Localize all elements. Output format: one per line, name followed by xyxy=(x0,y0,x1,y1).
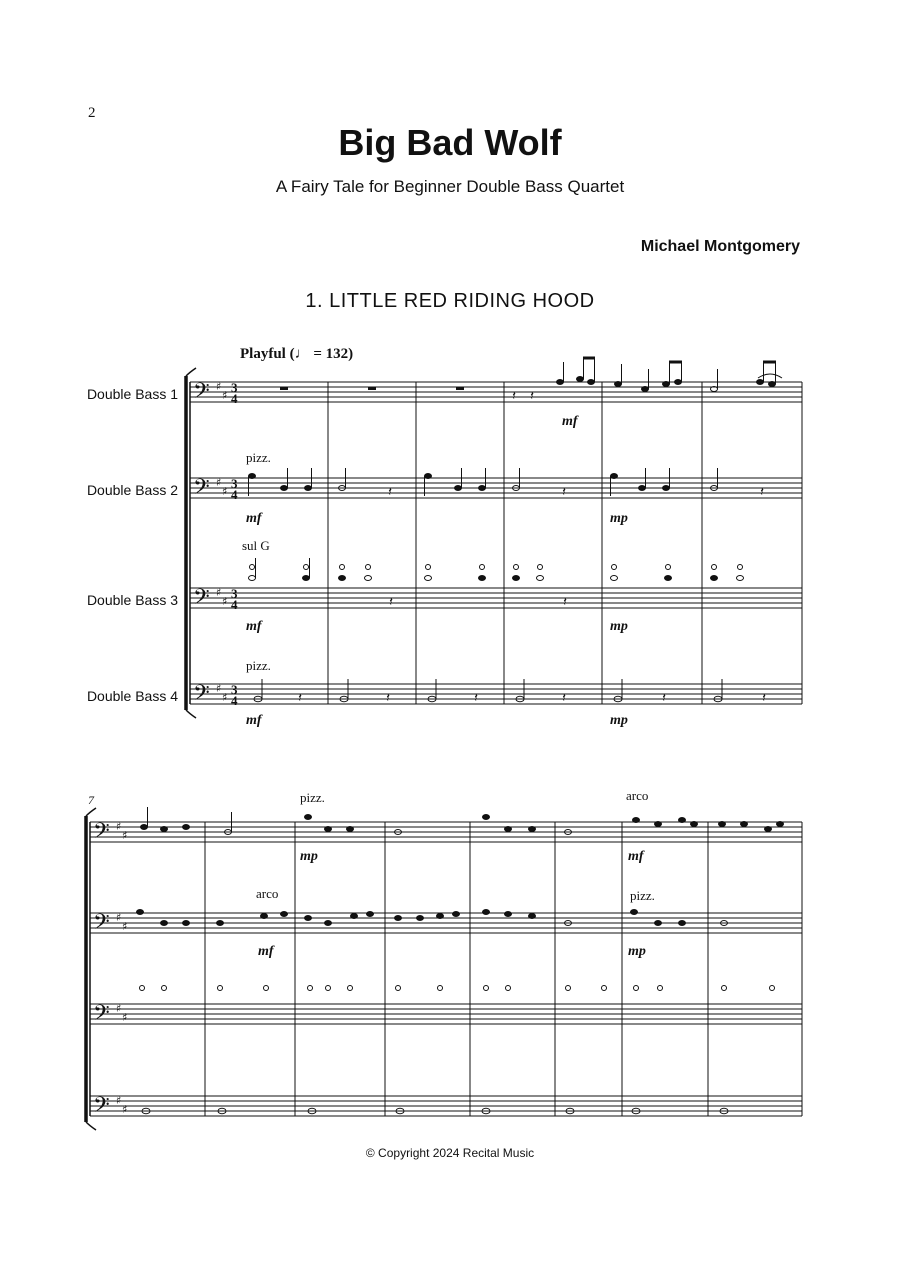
dynamic-mp: mp xyxy=(610,511,628,526)
staff-2-bass-3 xyxy=(90,1004,802,1024)
harmonic-circles xyxy=(250,565,743,570)
page-number: 2 xyxy=(88,105,96,121)
svg-text:♯: ♯ xyxy=(222,595,228,608)
staff-bass-1 xyxy=(190,382,802,402)
svg-text:3: 3 xyxy=(231,682,238,697)
svg-text:𝄽: 𝄽 xyxy=(762,690,766,705)
svg-text:♯: ♯ xyxy=(122,1103,128,1116)
svg-text:♯: ♯ xyxy=(222,691,228,704)
staff-bass-3 xyxy=(190,588,802,608)
marking-pizz: pizz. xyxy=(630,888,655,903)
dynamic-mf: mf xyxy=(562,414,578,429)
dynamic-mf: mf xyxy=(258,944,274,959)
svg-text:𝄽: 𝄽 xyxy=(562,690,566,705)
system-2-bracket xyxy=(86,808,96,1130)
svg-text:𝄽: 𝄽 xyxy=(562,484,566,499)
svg-text:𝄽: 𝄽 xyxy=(760,484,764,499)
dynamic-mf: mf xyxy=(246,713,262,728)
staff-2-bass-4 xyxy=(90,1096,802,1116)
bass-clef-icon: 𝄢 xyxy=(193,585,210,615)
bass-clef-icon: 𝄢 xyxy=(193,681,210,711)
svg-text:3: 3 xyxy=(231,476,238,491)
system-2-barlines xyxy=(205,822,802,1116)
measure-number: 7 xyxy=(88,793,94,807)
svg-text:𝄽: 𝄽 xyxy=(388,484,392,499)
svg-text:♯: ♯ xyxy=(222,485,228,498)
page-subtitle: A Fairy Tale for Beginner Double Bass Quartet xyxy=(275,177,625,196)
bass-3-harmonics xyxy=(249,558,744,609)
svg-text:𝄽: 𝄽 xyxy=(662,690,666,705)
dynamic-mp: mp xyxy=(628,944,646,959)
marking-arco: arco xyxy=(626,788,649,803)
part-name-bass-4: Double Bass 4 xyxy=(86,688,178,704)
system-2-notes xyxy=(137,807,784,926)
bass-1-notes xyxy=(280,358,782,403)
bass-clef-icon: 𝄢 xyxy=(93,1093,110,1123)
bass-clef-icon: 𝄢 xyxy=(93,819,110,849)
svg-text:♯: ♯ xyxy=(216,380,222,393)
marking-pizz: pizz. xyxy=(246,450,271,465)
bass-clef-icon: 𝄢 xyxy=(193,379,210,409)
svg-text:3: 3 xyxy=(231,380,238,395)
dynamic-mp: mp xyxy=(610,619,628,634)
svg-text:♯: ♯ xyxy=(116,1094,122,1107)
bass-clef-icon: 𝄢 xyxy=(93,1001,110,1031)
svg-text:♯: ♯ xyxy=(222,389,228,402)
part-name-bass-1: Double Bass 1 xyxy=(86,386,178,402)
svg-text:4: 4 xyxy=(231,391,238,406)
marking-pizz: pizz. xyxy=(300,790,325,805)
staff-bass-4 xyxy=(190,684,802,704)
svg-text:4: 4 xyxy=(231,487,238,502)
svg-text:♯: ♯ xyxy=(122,920,128,933)
svg-text:♯: ♯ xyxy=(216,586,222,599)
dynamic-mp: mp xyxy=(300,849,318,864)
bass-clef-icon: 𝄢 xyxy=(193,475,210,505)
system-1-bracket xyxy=(186,368,196,718)
movement-title: 1. LITTLE RED RIDING HOOD xyxy=(305,290,595,312)
svg-text:𝄽: 𝄽 xyxy=(386,690,390,705)
dynamic-mf: mf xyxy=(628,849,644,864)
score-markings xyxy=(88,414,655,959)
clef-key-time xyxy=(93,379,238,1123)
system-2-harmonics xyxy=(140,986,775,991)
svg-text:𝄽: 𝄽 xyxy=(389,594,393,609)
part-name-bass-3: Double Bass 3 xyxy=(86,592,178,608)
composer-name: Michael Montgomery xyxy=(640,238,800,255)
marking-pizz: pizz. xyxy=(246,658,271,673)
svg-text:♯: ♯ xyxy=(116,1002,122,1015)
svg-text:♯: ♯ xyxy=(122,829,128,842)
system-1-barlines xyxy=(328,382,802,704)
bass-clef-icon: 𝄢 xyxy=(93,910,110,940)
svg-text:𝄽: 𝄽 xyxy=(298,690,302,705)
svg-text:4: 4 xyxy=(231,693,238,708)
svg-text:♯: ♯ xyxy=(116,820,122,833)
svg-text:𝄽: 𝄽 xyxy=(563,594,567,609)
svg-text:♯: ♯ xyxy=(116,911,122,924)
bass-4-notes xyxy=(254,679,766,705)
svg-text:♯: ♯ xyxy=(216,476,222,489)
tempo-marking: Playful (♩ = 132) xyxy=(240,346,354,362)
dynamic-mp: mp xyxy=(610,713,628,728)
key-signature-sharps xyxy=(116,380,227,1116)
marking-sul-g: sul G xyxy=(242,538,270,553)
marking-arco: arco xyxy=(256,886,279,901)
svg-text:𝄽: 𝄽 xyxy=(530,388,534,403)
page-title: Big Bad Wolf xyxy=(338,122,562,163)
part-name-bass-2: Double Bass 2 xyxy=(86,482,178,498)
svg-text:𝄽: 𝄽 xyxy=(512,388,516,403)
dynamic-mf: mf xyxy=(246,511,262,526)
svg-text:♯: ♯ xyxy=(122,1011,128,1024)
copyright-notice: © Copyright 2024 Recital Music xyxy=(365,1146,535,1160)
svg-text:3: 3 xyxy=(231,586,238,601)
svg-text:𝄽: 𝄽 xyxy=(474,690,478,705)
dynamic-mf: mf xyxy=(246,619,262,634)
time-signature xyxy=(231,380,238,708)
staff-2-bass-2 xyxy=(90,913,802,933)
svg-text:♯: ♯ xyxy=(216,682,222,695)
svg-text:4: 4 xyxy=(231,597,238,612)
